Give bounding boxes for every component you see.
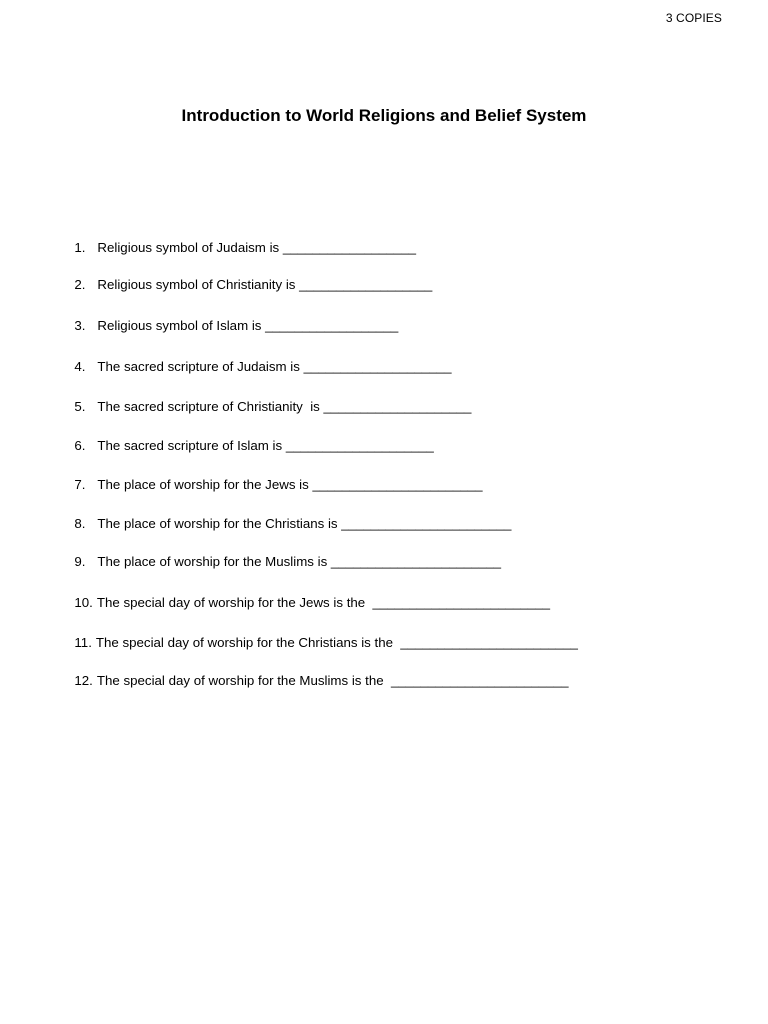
question-text: The sacred scripture of Christianity is ____________________: [97, 399, 472, 414]
question-item: [67, 579, 550, 611]
question-item: [67, 619, 578, 651]
question-item: [67, 383, 471, 415]
question-text: The place of worship for the Muslims is _______________________: [97, 554, 501, 569]
question-item: [67, 343, 451, 375]
question-item: [67, 261, 432, 293]
question-text: Religious symbol of Judaism is __________________: [97, 240, 416, 255]
question-number: 5.: [74, 399, 86, 414]
question-text: The special day of worship for the Muslims is the ________________________: [96, 673, 569, 688]
question-number: 12.: [74, 673, 93, 688]
question-number: 2.: [74, 277, 86, 292]
question-number: 10.: [74, 595, 93, 610]
question-text: Religious symbol of Christianity is __________________: [97, 277, 433, 292]
question-text: The sacred scripture of Islam is ____________________: [97, 438, 434, 453]
question-number: 6.: [74, 438, 86, 453]
question-number: 4.: [74, 359, 86, 374]
question-number: 8.: [74, 516, 86, 531]
question-text: The special day of worship for the Christians is the ________________________: [95, 635, 578, 650]
question-item: [67, 538, 501, 570]
question-item: [67, 302, 398, 334]
question-text: The place of worship for the Christians is _______________________: [97, 516, 512, 531]
question-number: 9.: [74, 554, 86, 569]
copies-note: 3 COPIES: [665, 11, 722, 25]
question-item: [67, 224, 416, 256]
question-number: 3.: [74, 318, 86, 333]
question-text: The place of worship for the Jews is _______________________: [97, 477, 483, 492]
question-item: [67, 422, 434, 454]
question-item: [67, 500, 511, 532]
question-text: Religious symbol of Islam is __________________: [97, 318, 399, 333]
question-text: The sacred scripture of Judaism is ____________________: [97, 359, 452, 374]
question-number: 11.: [74, 635, 92, 650]
question-item: [67, 461, 483, 493]
question-text: The special day of worship for the Jews is the ________________________: [96, 595, 551, 610]
question-number: 7.: [74, 477, 86, 492]
question-number: 1.: [74, 240, 86, 255]
worksheet-title: Introduction to World Religions and Belief System: [181, 106, 587, 125]
question-item: [67, 657, 569, 689]
